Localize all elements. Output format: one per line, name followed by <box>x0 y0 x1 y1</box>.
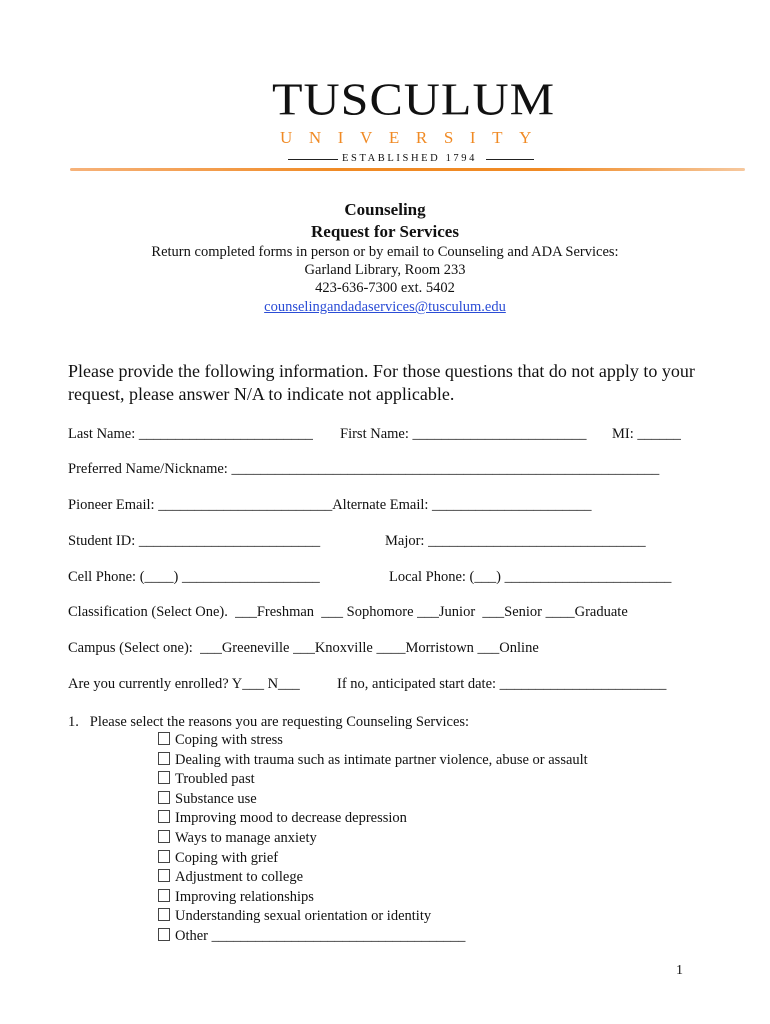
checkbox-icon[interactable] <box>158 908 170 921</box>
first-name-field[interactable]: First Name: ________________________ <box>340 426 587 442</box>
checkbox-option[interactable]: Improving relationships <box>158 888 588 908</box>
page-number: 1 <box>676 963 683 978</box>
office-phone: 423-636-7300 ext. 5402 <box>315 280 455 296</box>
question-1-prompt: 1. Please select the reasons you are requesting Counseling Services: <box>68 714 470 730</box>
checkbox-icon[interactable] <box>158 869 170 882</box>
classification-field[interactable]: Classification (Select One). ___Freshman ___ Sophomore ___Junior ___Senior ____Graduate <box>68 604 628 620</box>
checkbox-icon[interactable] <box>158 771 170 784</box>
tusculum-logo <box>272 73 556 166</box>
checkbox-option[interactable]: Dealing with trauma such as intimate partner violence, abuse or assault <box>158 751 588 771</box>
return-instructions: Return completed forms in person or by email to Counseling and ADA Services: <box>151 244 619 260</box>
campus-field[interactable]: Campus (Select one): ___Greeneville ___Knoxville ____Morristown ___Online <box>68 640 539 656</box>
logo-established <box>272 152 536 166</box>
middle-initial-field[interactable]: MI: ______ <box>612 426 681 442</box>
student-id-field[interactable]: Student ID: _________________________ <box>68 533 321 549</box>
checkbox-option[interactable]: Coping with stress <box>158 731 588 751</box>
email-link[interactable]: counselingandadaservices@tusculum.edu <box>264 299 506 315</box>
last-name-field[interactable]: Last Name: ________________________ <box>68 426 313 442</box>
preferred-name-field[interactable]: Preferred Name/Nickname: ___________________________________________________________ <box>68 461 660 477</box>
checkbox-icon[interactable] <box>158 732 170 745</box>
checkbox-icon[interactable] <box>158 928 170 941</box>
enrolled-field[interactable]: Are you currently enrolled? Y___ N___ <box>68 676 300 692</box>
local-phone-field[interactable]: Local Phone: (___) _______________________ <box>389 569 672 585</box>
checkbox-icon[interactable] <box>158 752 170 765</box>
cell-phone-field[interactable]: Cell Phone: (____) ___________________ <box>68 569 320 585</box>
logo-wordmark: TUSCULUM <box>272 73 556 125</box>
logo-established-text: ESTABLISHED 1794 <box>342 153 477 164</box>
checkbox-option[interactable]: Adjustment to college <box>158 868 588 888</box>
major-field[interactable]: Major: ______________________________ <box>385 533 646 549</box>
start-date-field[interactable]: If no, anticipated start date: _______________________ <box>337 676 667 692</box>
reasons-checklist <box>158 731 588 947</box>
checkbox-icon[interactable] <box>158 791 170 804</box>
checkbox-option[interactable]: Improving mood to decrease depression <box>158 809 588 829</box>
logo-university: UNIVERSITY <box>280 128 548 147</box>
checkbox-option[interactable]: Coping with grief <box>158 849 588 869</box>
email-fields[interactable]: Pioneer Email: ________________________Alternate Email: ______________________ <box>68 497 592 513</box>
page-title: Counseling <box>344 200 426 219</box>
page-subtitle: Request for Services <box>311 222 459 241</box>
checkbox-icon[interactable] <box>158 850 170 863</box>
checkbox-option[interactable]: Understanding sexual orientation or identity <box>158 907 588 927</box>
checkbox-icon[interactable] <box>158 889 170 902</box>
checkbox-icon[interactable] <box>158 810 170 823</box>
office-location: Garland Library, Room 233 <box>304 262 466 278</box>
checkbox-option[interactable]: Ways to manage anxiety <box>158 829 588 849</box>
logo-rule-right <box>486 159 534 160</box>
checkbox-option[interactable]: Substance use <box>158 790 588 810</box>
checkbox-option[interactable]: Troubled past <box>158 770 588 790</box>
checkbox-icon[interactable] <box>158 830 170 843</box>
header-divider <box>70 168 745 171</box>
instructions-paragraph: Please provide the following information. For those questions that do not apply to your request, please answer N/A to indicate not applicable. <box>68 361 695 404</box>
logo-rule-left <box>288 159 338 160</box>
checkbox-option[interactable]: Other ___________________________________ <box>158 927 588 947</box>
